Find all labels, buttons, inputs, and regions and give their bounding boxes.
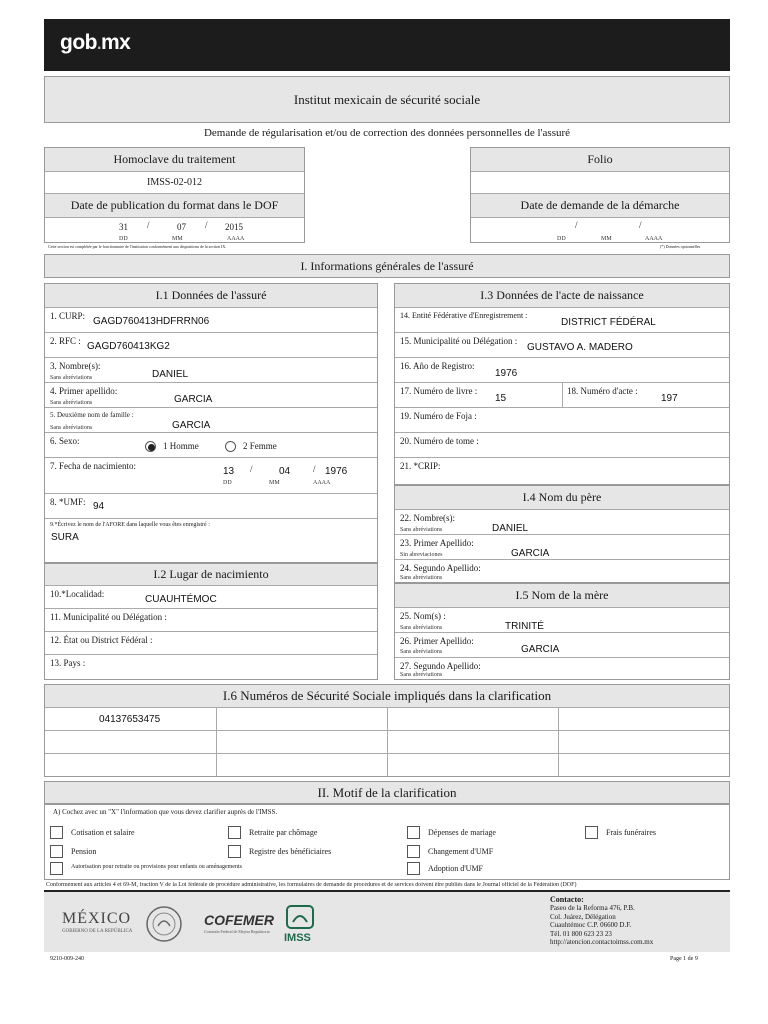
mother-ap1-note: Sans abréviations bbox=[400, 649, 443, 655]
motif-intro: A) Cochez avec un "X" l'information que vous devez clarifier auprès de l'IMSS. bbox=[53, 808, 278, 816]
father-ap2-row[interactable] bbox=[395, 560, 729, 582]
umf-row[interactable] bbox=[45, 494, 377, 519]
ap2-label: 5. Deuxième nom de famille : bbox=[50, 411, 134, 419]
umf-label: 8. *UMF: bbox=[50, 497, 86, 507]
father-ap1-row[interactable] bbox=[395, 535, 729, 560]
livre-acte-row bbox=[395, 383, 729, 408]
nss-cell[interactable] bbox=[217, 754, 388, 776]
gob-header bbox=[44, 19, 730, 71]
nss-cell[interactable] bbox=[559, 731, 729, 754]
dof-day: 31 bbox=[119, 222, 128, 232]
contact-line: Col. Juárez, Délégation bbox=[550, 912, 616, 921]
ap1-note: Sans abréviations bbox=[50, 400, 93, 406]
imss-logo: IMSS bbox=[284, 932, 311, 944]
birth-yyyy-label: AAAA bbox=[313, 480, 331, 486]
section-1-4 bbox=[394, 485, 730, 583]
father-ap1-value: GARCIA bbox=[511, 548, 550, 559]
ano-row[interactable] bbox=[395, 358, 729, 383]
folio-block: Folio Date de demande de la démarche / / DD MM AAAA bbox=[470, 147, 730, 243]
birth-year: 1976 bbox=[325, 466, 348, 477]
dof-yyyy-label: AAAA bbox=[227, 236, 245, 242]
nss-cell[interactable] bbox=[45, 731, 217, 754]
father-nombre-row[interactable] bbox=[395, 510, 729, 535]
tome-row[interactable] bbox=[395, 433, 729, 458]
institute-title: Institut mexicain de sécurité sociale bbox=[44, 76, 730, 123]
nss-cell[interactable] bbox=[559, 754, 729, 776]
birth-mm-label: MM bbox=[269, 480, 280, 486]
fecha-label: 7. Fecha de nacimiento: bbox=[50, 461, 136, 471]
ap1-row[interactable] bbox=[45, 383, 377, 408]
mother-nom-row[interactable] bbox=[395, 608, 729, 633]
father-ap1-note: Sin abreviaciones bbox=[400, 552, 443, 558]
section-1-1 bbox=[44, 283, 378, 563]
mexico-sub: GOBIERNO DE LA REPÚBLICA bbox=[62, 929, 133, 934]
folio-field[interactable] bbox=[471, 172, 729, 194]
localidad-value: CUAUHTÉMOC bbox=[145, 594, 217, 605]
legal-notice: Conformément aux articles 4 et 69-M, fraction V de la Loi fédérale de procédure administrative, les formulaires de demande de procédures et de services doivent être publiés dans le Journal officiel de la Fédération (DOF) bbox=[46, 882, 577, 888]
homoclave-label: Homoclave du traitement bbox=[45, 148, 304, 172]
imss-eagle-icon bbox=[284, 904, 316, 930]
dof-month: 07 bbox=[177, 222, 186, 232]
motif-option: Cotisation et salaire bbox=[71, 828, 135, 837]
father-nombre-label: 22. Nombre(s): bbox=[400, 513, 455, 523]
afore-row[interactable] bbox=[45, 519, 377, 563]
acte-value[interactable]: 197 bbox=[661, 393, 678, 404]
req-dd-label: DD bbox=[557, 236, 566, 242]
entite-label: 14. Entité Fédérative d'Enregistrement : bbox=[400, 311, 528, 320]
afore-label: 9.*Écrivez le nom de l'AFORE dans laquelle vous êtes enregistré : bbox=[50, 522, 210, 528]
contact-block bbox=[550, 904, 653, 947]
father-nombre-note: Sans abréviations bbox=[400, 527, 443, 533]
homoclave-value: IMSS-02-012 bbox=[45, 172, 304, 194]
homoclave-block: Homoclave du traitement IMSS-02-012 Date de publication du format dans le DOF 31 / 07 / 2015 DD MM AAAA bbox=[44, 147, 305, 243]
nss-cell[interactable] bbox=[45, 754, 217, 776]
nss-cell[interactable] bbox=[217, 731, 388, 754]
s15-title: I.5 Nom de la mère bbox=[395, 584, 729, 608]
mun-birth-label: 11. Municipalité ou Délégation : bbox=[50, 612, 167, 622]
motif-option: Dépenses de mariage bbox=[428, 828, 496, 837]
s12-title: I.2 Lugar de nacimiento bbox=[45, 564, 377, 586]
curp-row[interactable] bbox=[45, 308, 377, 333]
mexico-wordmark: MÉXICO bbox=[62, 910, 132, 927]
nombre-value: DANIEL bbox=[152, 369, 189, 380]
mun-acte-label: 15. Municipalité ou Délégation : bbox=[400, 336, 518, 346]
s16-title: I.6 Numéros de Sécurité Sociale impliqués dans la clarification bbox=[45, 685, 729, 708]
mother-ap2-row[interactable] bbox=[395, 658, 729, 679]
motif-block bbox=[44, 804, 730, 880]
motif-checkbox[interactable] bbox=[228, 845, 241, 858]
footer-bar bbox=[44, 890, 730, 952]
etat-row[interactable] bbox=[45, 632, 377, 655]
motif-checkbox[interactable] bbox=[407, 826, 420, 839]
ano-label: 16. Año de Registro: bbox=[400, 361, 475, 371]
curp-value: GAGD760413HDFRRN06 bbox=[93, 316, 210, 327]
nss-cell[interactable] bbox=[388, 731, 559, 754]
logo-suffix: mx bbox=[100, 31, 131, 54]
gobmx-logo[interactable] bbox=[60, 31, 130, 55]
motif-option: Retraite par chômage bbox=[249, 828, 318, 837]
form-subtitle: Demande de régularisation et/ou de correction des données personnelles de l'assuré bbox=[203, 127, 571, 139]
entite-value: DISTRICT FÉDÉRAL bbox=[561, 317, 656, 328]
entite-row[interactable] bbox=[395, 308, 729, 333]
cofemer-logo: COFEMER bbox=[204, 912, 274, 928]
section-2-title: II. Motif de la clarification bbox=[44, 781, 730, 804]
crip-row[interactable] bbox=[395, 458, 729, 484]
sexo-homme-label: 1 Homme bbox=[163, 441, 199, 451]
seal-icon bbox=[144, 904, 184, 944]
ap1-label: 4. Primer apellido: bbox=[50, 386, 118, 396]
etat-label: 12. État ou District Fédéral : bbox=[50, 635, 153, 645]
mother-ap2-label: 27. Segundo Apellido: bbox=[400, 661, 481, 671]
ano-value: 1976 bbox=[495, 368, 518, 379]
section-1-6 bbox=[44, 684, 730, 777]
livre-label: 17. Numéro de livre : bbox=[400, 386, 478, 396]
mun-birth-row[interactable] bbox=[45, 609, 377, 632]
motif-checkbox[interactable] bbox=[228, 826, 241, 839]
livre-value[interactable]: 15 bbox=[495, 393, 507, 404]
section-1-5 bbox=[394, 583, 730, 680]
rfc-label: 2. RFC : bbox=[50, 336, 81, 346]
motif-option: Autorisation pour retraite ou provisions pour enfants ou aménagements bbox=[71, 864, 242, 870]
page-number: Page 1 de 9 bbox=[670, 956, 698, 962]
nombre-label: 3. Nombre(s): bbox=[50, 361, 101, 371]
localidad-label: 10.*Localidad: bbox=[50, 589, 105, 599]
mother-nom-note: Sans abréviations bbox=[400, 625, 443, 631]
folio-label: Folio bbox=[471, 148, 729, 172]
motif-checkbox[interactable] bbox=[585, 826, 598, 839]
section-1-3 bbox=[394, 283, 730, 485]
s14-title: I.4 Nom du père bbox=[395, 486, 729, 510]
father-ap2-note: Sans abréviations bbox=[400, 575, 443, 581]
motif-option: Adoption d'UMF bbox=[428, 864, 484, 873]
nombre-row[interactable] bbox=[45, 358, 377, 383]
dof-date-label: Date de publication du format dans le DOF bbox=[45, 194, 304, 218]
logo-text: gob bbox=[60, 31, 97, 54]
curp-label: 1. CURP: bbox=[50, 311, 86, 321]
contact-line: Tél. 01 800 623 23 23 bbox=[550, 929, 612, 938]
motif-option: Changement d'UMF bbox=[428, 847, 494, 856]
sexo-row bbox=[45, 433, 377, 458]
ap2-note: Sans abréviations bbox=[50, 425, 93, 431]
foja-label: 19. Numéro de Foja : bbox=[400, 411, 477, 421]
sexo-femme-radio[interactable] bbox=[225, 441, 236, 452]
pays-row[interactable] bbox=[45, 655, 377, 679]
father-ap2-label: 24. Segundo Apellido: bbox=[400, 563, 481, 573]
ap2-row[interactable] bbox=[45, 408, 377, 433]
nss-cell[interactable] bbox=[217, 708, 388, 731]
s11-title: I.1 Données de l'assuré bbox=[45, 284, 377, 308]
ap2-value: GARCIA bbox=[172, 420, 211, 431]
mun-acte-value: GUSTAVO A. MADERO bbox=[527, 342, 633, 353]
dof-dd-label: DD bbox=[119, 236, 128, 242]
motif-checkbox[interactable] bbox=[50, 862, 63, 875]
s13-title: I.3 Données de l'acte de naissance bbox=[395, 284, 729, 308]
nss-cell[interactable] bbox=[559, 708, 729, 731]
father-ap1-label: 23. Primer Apellido: bbox=[400, 538, 474, 548]
foja-row[interactable] bbox=[395, 408, 729, 433]
motif-checkbox[interactable] bbox=[50, 845, 63, 858]
req-yyyy-label: AAAA bbox=[645, 236, 663, 242]
motif-checkbox[interactable] bbox=[407, 862, 420, 875]
note-left: Cette section est complétée par le fonctionnaire de l'institution conformément aux dispositions de la section IX. bbox=[48, 244, 227, 249]
req-mm-label: MM bbox=[601, 236, 612, 242]
rfc-value: GAGD760413KG2 bbox=[87, 341, 170, 352]
contact-url[interactable]: http://atencion.contactoimss.com.mx bbox=[550, 938, 654, 946]
contact-line: Paseo de la Reforma 476, P.B. bbox=[550, 904, 635, 912]
fecha-row[interactable]: 7. Fecha de nacimiento: 13 / 04 / 1976 DD MM AAAA bbox=[45, 458, 377, 494]
birth-day: 13 bbox=[223, 466, 235, 477]
mother-ap2-note: Sans abréviations bbox=[400, 672, 443, 678]
section-1-title: I. Informations générales de l'assuré bbox=[44, 254, 730, 278]
nss-cell[interactable] bbox=[388, 754, 559, 776]
mother-ap1-row[interactable] bbox=[395, 633, 729, 658]
motif-checkbox[interactable] bbox=[407, 845, 420, 858]
afore-value: SURA bbox=[51, 532, 79, 543]
birth-dd-label: DD bbox=[223, 480, 232, 486]
sexo-label: 6. Sexo: bbox=[50, 436, 80, 446]
acte-label: 18. Numéro d'acte : bbox=[567, 386, 638, 396]
logo-dot: . bbox=[96, 36, 101, 53]
tome-label: 20. Numéro de tome : bbox=[400, 436, 479, 446]
mother-nom-value: TRINITÉ bbox=[505, 621, 544, 632]
dof-mm-label: MM bbox=[172, 236, 183, 242]
cofemer-sub: Comisión Federal de Mejora Regulatoria bbox=[204, 929, 270, 934]
ap1-value: GARCIA bbox=[174, 394, 213, 405]
nss-cell[interactable] bbox=[388, 708, 559, 731]
contact-title: Contacto: bbox=[550, 895, 584, 904]
contact-line: Cuauhtémoc C.P. 06600 D.F. bbox=[550, 921, 632, 929]
father-nombre-value: DANIEL bbox=[492, 523, 529, 534]
sexo-femme-label: 2 Femme bbox=[243, 441, 277, 451]
pays-label: 13. Pays : bbox=[50, 658, 86, 668]
sexo-homme-radio[interactable] bbox=[145, 441, 156, 452]
mun-acte-row[interactable] bbox=[395, 333, 729, 358]
nombre-note: Sans abréviations bbox=[50, 375, 93, 381]
motif-checkbox[interactable] bbox=[50, 826, 63, 839]
motif-option: Pension bbox=[71, 847, 97, 856]
section-1-2 bbox=[44, 563, 378, 680]
nss-value: 04137653475 bbox=[99, 714, 161, 725]
request-date-label: Date de demande de la démarche bbox=[471, 194, 729, 218]
rfc-row[interactable] bbox=[45, 333, 377, 358]
umf-value: 94 bbox=[93, 501, 105, 512]
localidad-row[interactable] bbox=[45, 586, 377, 609]
mother-nom-label: 25. Nom(s) : bbox=[400, 611, 446, 621]
nss-cell[interactable] bbox=[45, 708, 217, 731]
mother-ap1-label: 26. Primer Apellido: bbox=[400, 636, 474, 646]
motif-option: Registre des bénéficiaires bbox=[249, 847, 332, 856]
mother-ap1-value: GARCIA bbox=[521, 644, 560, 655]
birth-month: 04 bbox=[279, 466, 291, 477]
motif-option: Frais funéraires bbox=[606, 828, 656, 837]
form-code: 9210-009-240 bbox=[50, 956, 84, 962]
dof-year: 2015 bbox=[225, 222, 243, 232]
crip-label: 21. *CRIP: bbox=[400, 461, 441, 471]
note-right: (*) Données optionnelles bbox=[660, 244, 701, 249]
